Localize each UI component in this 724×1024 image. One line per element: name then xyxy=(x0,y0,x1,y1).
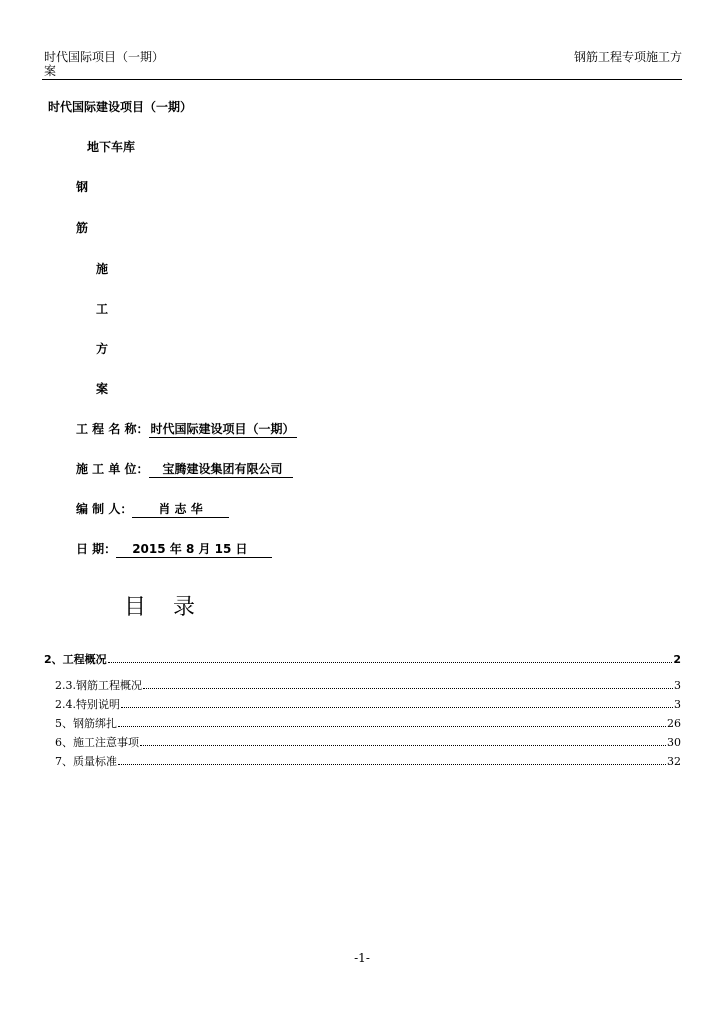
cover-subtitle: 地下车库 xyxy=(87,140,136,154)
toc-entry[interactable] xyxy=(55,679,681,693)
toc-entry-page: 3 xyxy=(674,698,681,711)
field-project-name xyxy=(76,422,297,438)
toc-entry-page: 26 xyxy=(667,717,681,730)
toc-entry-label: 5、钢筋绑扎 xyxy=(55,717,117,730)
toc-entry-label: 6、施工注意事项 xyxy=(55,736,139,749)
header-rule xyxy=(42,79,682,80)
toc-entry[interactable] xyxy=(55,736,681,750)
page-number: -1- xyxy=(354,951,370,965)
toc-entry-label: 7、质量标准 xyxy=(55,755,117,768)
header-left xyxy=(44,50,204,78)
toc-leader xyxy=(121,706,673,708)
vertical-char: 筋 xyxy=(76,221,89,235)
vertical-char: 方 xyxy=(96,342,109,356)
toc-leader xyxy=(143,687,673,689)
toc-leader xyxy=(118,763,666,765)
toc-title: 目 录 xyxy=(124,595,205,620)
field-label: 施 工 单 位： xyxy=(76,462,149,476)
toc-entry-label: 2.3.钢筋工程概况 xyxy=(55,679,142,692)
toc-entry[interactable] xyxy=(55,717,681,731)
toc-entry-page: 30 xyxy=(667,736,681,749)
field-value: 时代国际建设项目（一期） xyxy=(150,422,295,436)
vertical-char: 工 xyxy=(96,302,109,316)
toc-entry[interactable] xyxy=(55,755,681,769)
toc-entry-page: 3 xyxy=(674,679,681,692)
vertical-char: 钢 xyxy=(76,180,89,194)
toc-leader xyxy=(118,725,666,727)
vertical-char: 施 xyxy=(96,262,109,276)
field-value: 2015 年 8 月 15 日 xyxy=(116,542,271,558)
toc-entry-page: 32 xyxy=(667,755,681,768)
vertical-char: 案 xyxy=(96,382,109,396)
field-construction-unit xyxy=(76,462,293,478)
header-left-line2: 案 xyxy=(44,64,57,78)
field-value: 肖 志 华 xyxy=(132,502,228,518)
toc-leader xyxy=(140,744,666,746)
toc-entry-page: 2 xyxy=(673,653,681,666)
toc-entry-label: 2.4.特别说明 xyxy=(55,698,120,711)
field-compiler xyxy=(76,502,229,518)
header-right: 钢筋工程专项施工方 xyxy=(573,50,682,64)
field-label: 日 期： xyxy=(76,542,117,556)
toc-entry[interactable] xyxy=(44,653,681,667)
toc-entry[interactable] xyxy=(55,698,681,712)
toc-leader xyxy=(108,661,673,663)
field-label: 工 程 名 称： xyxy=(76,422,149,436)
toc-entry-label: 2、工程概况 xyxy=(44,653,107,666)
project-title: 时代国际建设项目（一期） xyxy=(48,100,193,114)
field-date xyxy=(76,542,272,558)
field-label: 编 制 人： xyxy=(76,502,133,516)
header-left-line1: 时代国际项目（一期） xyxy=(44,50,165,64)
field-value: 宝腾建设集团有限公司 xyxy=(149,462,293,478)
